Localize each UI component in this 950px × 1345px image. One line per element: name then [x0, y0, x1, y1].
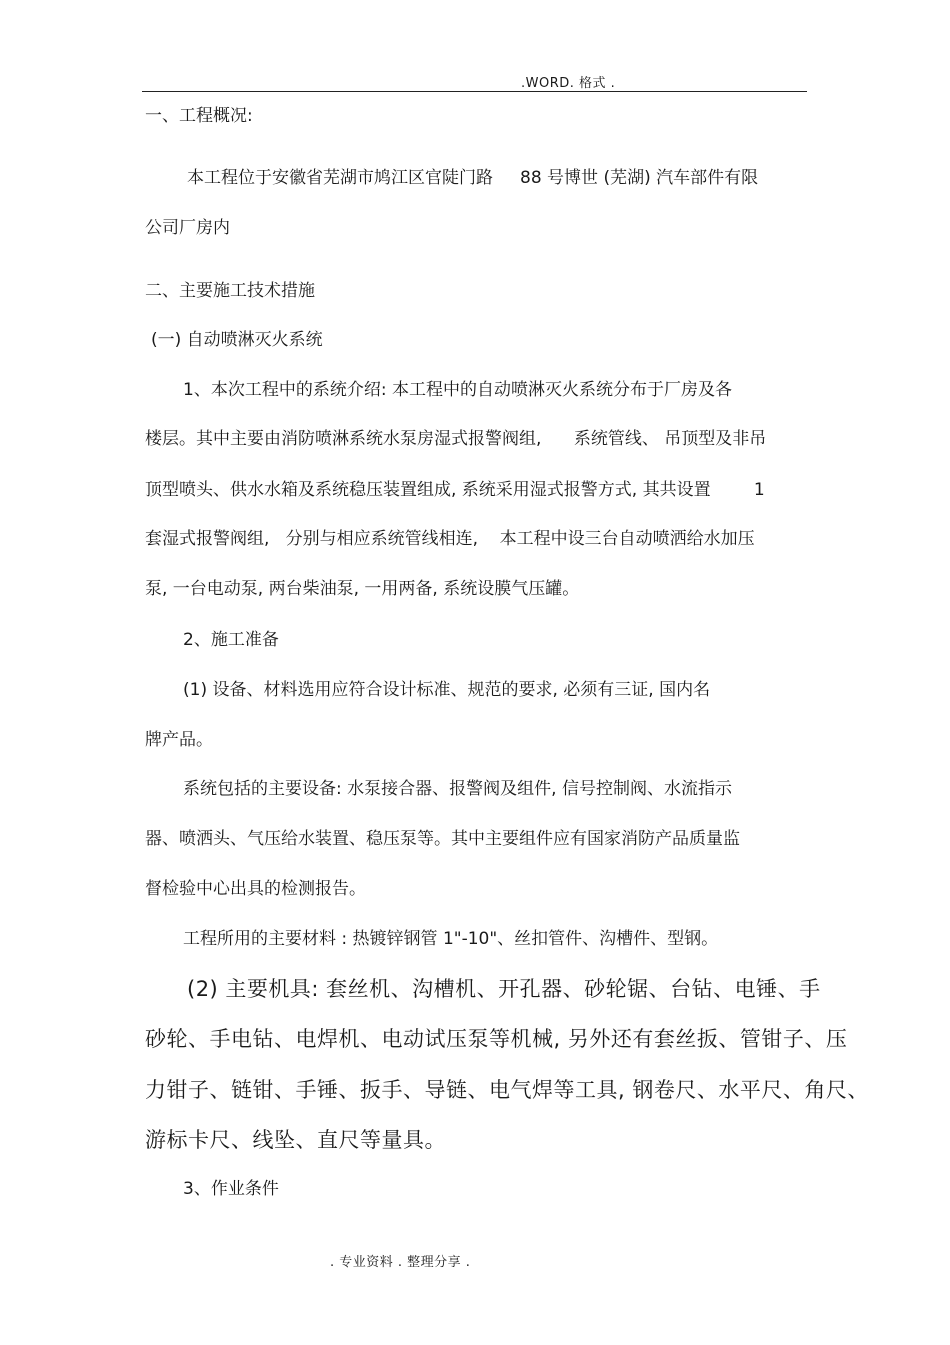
- paragraph-line: 本工程位于安徽省芜湖市鸠江区官陡门路 88 号博世 (芜湖) 汽车部件有限: [187, 168, 759, 188]
- paragraph-line-large: 砂轮、手电钻、电焊机、电动试压泵等机械, 另外还有套丝扳、管钳子、压: [145, 1027, 848, 1051]
- paragraph-line: 顶型喷头、供水水箱及系统稳压装置组成, 系统采用湿式报警方式, 其共设置 1: [145, 480, 765, 500]
- page-footer: . 专业资料 . 整理分享 .: [330, 1255, 471, 1270]
- header-divider: [142, 91, 807, 92]
- paragraph-line: 楼层。其中主要由消防喷淋系统水泵房湿式报警阀组, 系统管线、 吊顶型及非吊: [145, 429, 767, 449]
- paragraph-line-large: 力钳子、链钳、手锤、扳手、导链、电气焊等工具, 钢卷尺、水平尺、角尺、: [145, 1078, 869, 1102]
- paragraph-line: 器、喷洒头、气压给水装置、稳压泵等。其中主要组件应有国家消防产品质量监: [145, 829, 740, 849]
- paragraph-line: 1、本次工程中的系统介绍: 本工程中的自动喷淋灭火系统分布于厂房及各: [183, 380, 732, 400]
- item-heading-preparation: 2、施工准备: [183, 630, 279, 650]
- paragraph-line: 公司厂房内: [145, 218, 230, 238]
- section-heading-overview: 一、工程概况:: [145, 106, 253, 126]
- paragraph-line: 工程所用的主要材料 : 热镀锌钢管 1"-10"、丝扣管件、沟槽件、型钢。: [183, 929, 719, 949]
- page-header: .WORD. 格式 .: [521, 76, 616, 91]
- item-heading-conditions: 3、作业条件: [183, 1179, 279, 1199]
- paragraph-line: 泵, 一台电动泵, 两台柴油泵, 一用两备, 系统设膜气压罐。: [145, 579, 580, 599]
- paragraph-line: (1) 设备、材料选用应符合设计标准、规范的要求, 必须有三证, 国内名: [183, 680, 711, 700]
- paragraph-line: 套湿式报警阀组, 分别与相应系统管线相连, 本工程中设三台自动喷洒给水加压: [145, 529, 755, 549]
- subsection-heading-sprinkler: (一) 自动喷淋灭火系统: [151, 330, 323, 350]
- paragraph-line-large: 游标卡尺、线坠、直尺等量具。: [145, 1128, 446, 1152]
- paragraph-line-large: (2) 主要机具: 套丝机、沟槽机、开孔器、砂轮锯、台钻、电锤、手: [187, 977, 821, 1001]
- paragraph-line: 系统包括的主要设备: 水泵接合器、报警阀及组件, 信号控制阀、水流指示: [183, 779, 732, 799]
- section-heading-measures: 二、主要施工技术措施: [145, 281, 315, 301]
- paragraph-line: 牌产品。: [145, 730, 213, 750]
- paragraph-line: 督检验中心出具的检测报告。: [145, 879, 366, 899]
